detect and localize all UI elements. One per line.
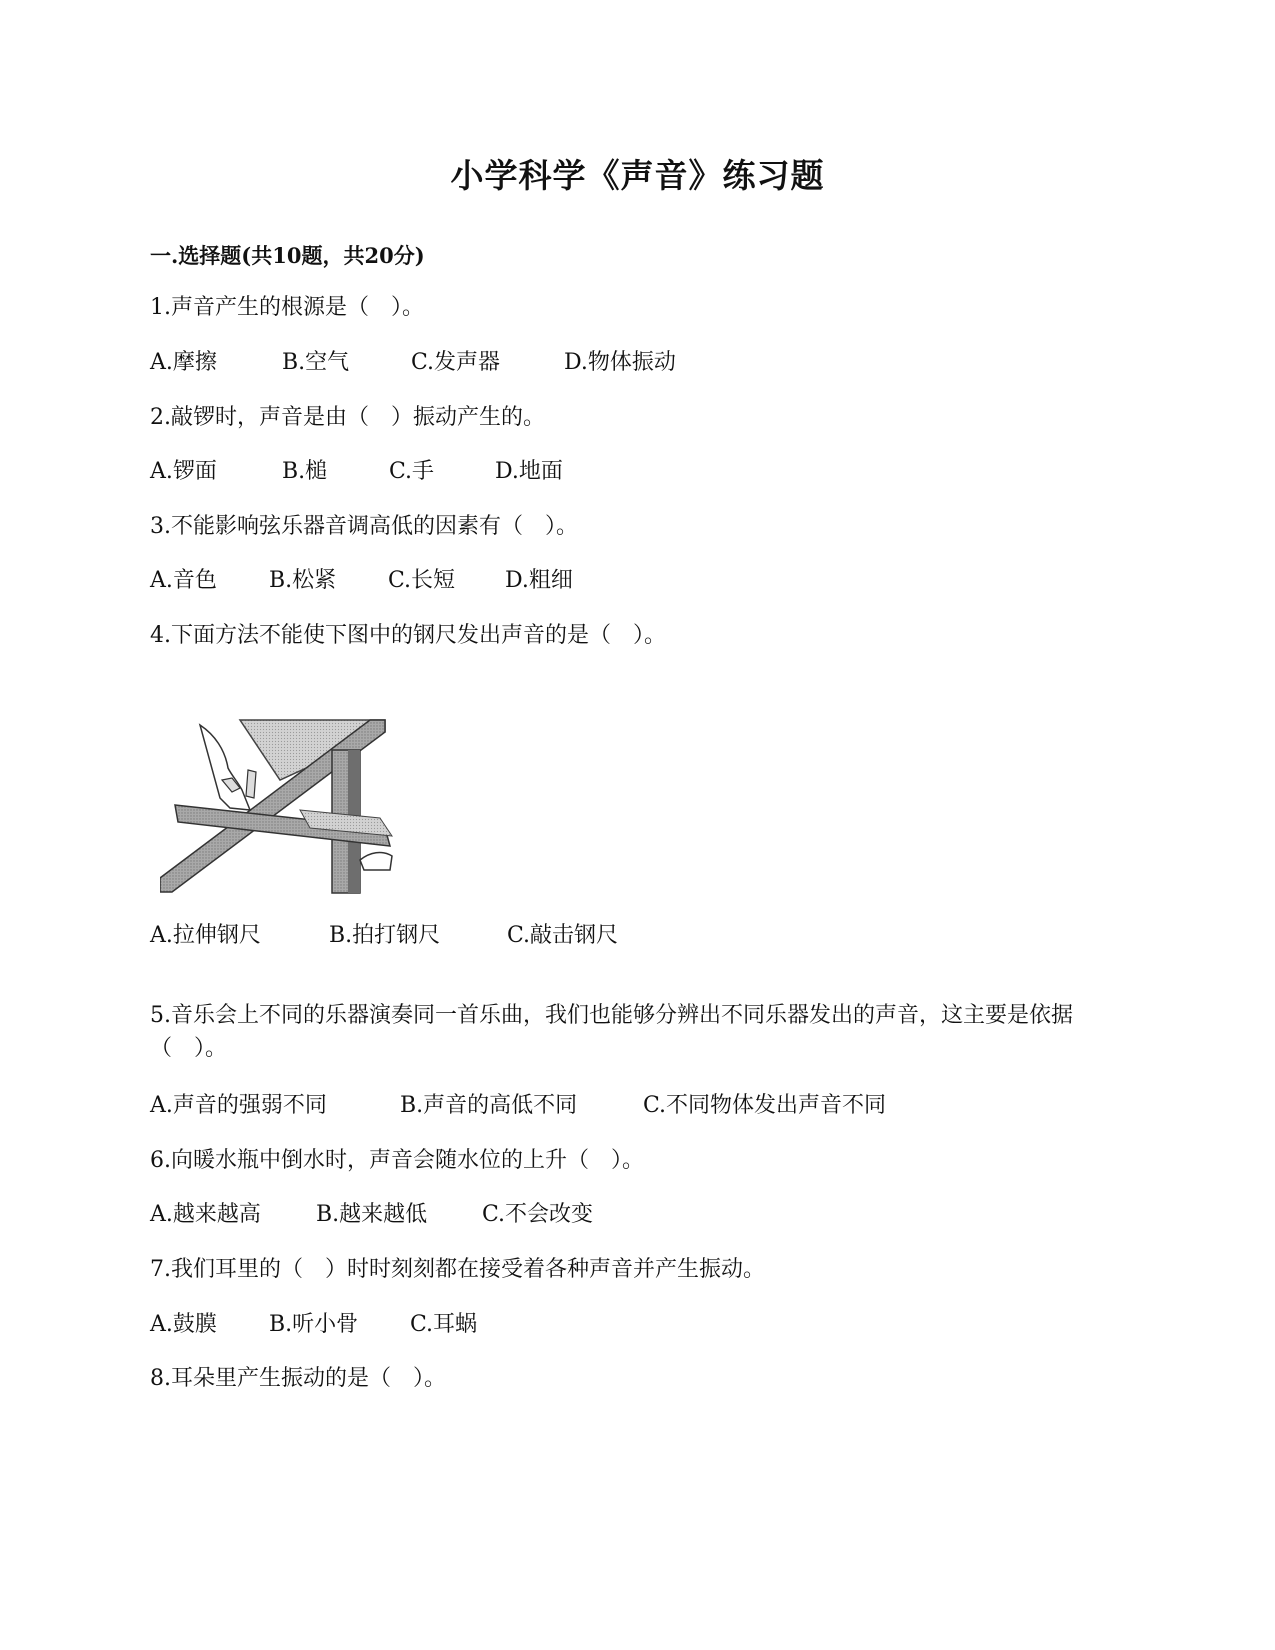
option: B.拍打钢尺	[329, 923, 441, 948]
question-1: 1.声音产生的根源是（ ）。	[150, 295, 424, 320]
option: C.不同物体发出声音不同	[643, 1093, 887, 1118]
steel-ruler-illustration	[160, 710, 420, 895]
section-heading: 一.选择题(共10题，共20分)	[150, 243, 425, 268]
question-2-options	[150, 454, 563, 485]
option: B.槌	[282, 459, 328, 484]
question-4-options	[150, 918, 618, 949]
option: A.拉伸钢尺	[150, 923, 261, 948]
option: B.松紧	[269, 568, 337, 593]
option: A.摩擦	[150, 350, 217, 375]
option: C.耳蜗	[410, 1312, 478, 1337]
page-title: 小学科学《声音》练习题	[450, 156, 825, 195]
option: B.听小骨	[269, 1312, 359, 1337]
question-5: 5.音乐会上不同的乐器演奏同一首乐曲，我们也能够分辨出不同乐器发出的声音，这主要是依据（ ）。	[150, 1003, 1073, 1061]
option: B.越来越低	[316, 1202, 428, 1227]
option: C.不会改变	[482, 1202, 594, 1227]
option: C.长短	[388, 568, 456, 593]
question-7-options	[150, 1307, 477, 1338]
option: C.发声器	[411, 350, 501, 375]
question-5-options	[150, 1088, 886, 1119]
option: C.手	[389, 459, 435, 484]
question-3: 3.不能影响弦乐器音调高低的因素有（ ）。	[150, 514, 578, 539]
question-1-options	[150, 345, 676, 376]
option: B.声音的高低不同	[400, 1093, 578, 1118]
question-2: 2.敲锣时，声音是由（ ）振动产生的。	[150, 405, 545, 430]
option: A.越来越高	[150, 1202, 261, 1227]
option: A.声音的强弱不同	[150, 1093, 327, 1118]
option: D.物体振动	[564, 350, 676, 375]
option: A.音色	[150, 568, 217, 593]
option: D.粗细	[505, 568, 573, 593]
option: D.地面	[495, 459, 563, 484]
question-3-options	[150, 563, 573, 594]
question-7: 7.我们耳里的（ ）时时刻刻都在接受着各种声音并产生振动。	[150, 1257, 765, 1282]
option: A.锣面	[150, 459, 217, 484]
question-6: 6.向暖水瓶中倒水时，声音会随水位的上升（ ）。	[150, 1148, 644, 1173]
option: B.空气	[282, 350, 350, 375]
option: C.敲击钢尺	[507, 923, 619, 948]
question-4: 4.下面方法不能使下图中的钢尺发出声音的是（ ）。	[150, 623, 666, 648]
question-8: 8.耳朵里产生振动的是（ ）。	[150, 1366, 446, 1391]
question-6-options	[150, 1197, 593, 1228]
option: A.鼓膜	[150, 1312, 217, 1337]
